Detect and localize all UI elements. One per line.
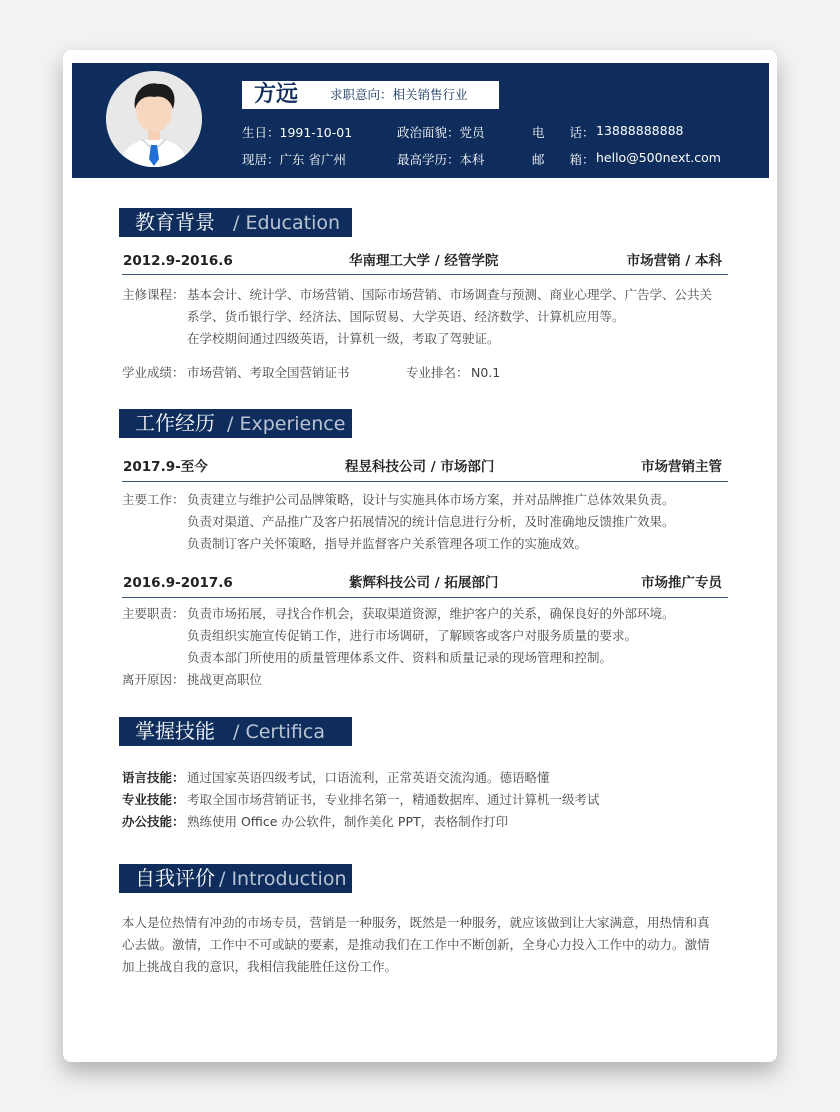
duty-label: 主要职责： [122,606,185,621]
duty-line: 负责建立与维护公司品牌策略，设计与实施具体市场方案，并对品牌推广总体效果负责。 [187,492,675,507]
section-title-experience [119,409,352,438]
section-title-education [119,208,352,237]
grades-label: 学业成绩： [122,365,185,380]
education-school: 华南理工大学 / 经管学院 [349,253,499,269]
courses-label: 主修课程： [122,287,185,302]
divider [122,481,728,482]
education-row [123,250,725,272]
section-title-cn: 教育背景 [135,210,215,234]
job-target: 求职意向：相关销售行业 [330,87,468,102]
section-title-skills [119,717,352,746]
job-position: 市场推广专员 [641,575,722,591]
skill-text: 考取全国市场营销证书，专业排名第一，精通数据库、通过计算机一级考试 [187,792,600,807]
job-company: 紫辉科技公司 / 拓展部门 [349,575,499,591]
job-period: 2016.9-2017.6 [123,575,233,591]
duty-label: 主要工作： [122,492,185,507]
phone-number: 13888888888 [596,123,684,138]
job-row [123,572,725,594]
section-title-en: / Experience [227,413,346,435]
grades-value: 市场营销、考取全国营销证书 [187,365,350,380]
rank-value: N0.1 [471,365,501,380]
courses-line: 在学校期间通过四级英语，计算机一级，考取了驾驶证。 [187,331,500,346]
email-address: hello@500next.com [596,150,721,165]
skill-label: 办公技能： [122,814,185,829]
job-row [123,456,725,478]
divider [122,274,728,275]
job-position: 市场营销主管 [641,459,722,475]
skill-label: 语言技能： [122,770,185,785]
resume-page [63,50,777,1062]
education-major: 市场营销 / 本科 [626,253,722,269]
email-label: 邮 箱： [532,152,595,167]
resume-header [72,63,769,178]
political-status: 政治面貌：党员 [397,125,485,140]
phone-label: 电 话： [532,125,595,140]
rank-label: 专业排名： [406,365,469,380]
duty-line: 负责制订客户关怀策略，指导并监督客户关系管理各项工作的实施成效。 [187,536,588,551]
divider [122,597,728,598]
education-level: 最高学历：本科 [397,152,485,167]
education-period: 2012.9-2016.6 [123,253,233,269]
job-company: 程昱科技公司 / 市场部门 [345,459,495,475]
intro-line: 心去做。激情，工作中不可或缺的要素，是推动我们在工作中不断创新，全身心力投入工作中的动力。激情 [122,937,710,952]
skill-text: 通过国家英语四级考试，口语流利，正常英语交流沟通。德语略懂 [187,770,550,785]
job-period: 2017.9-至今 [123,459,208,475]
duty-line: 负责本部门所使用的质量管理体系文件、资料和质量记录的现场管理和控制。 [187,650,613,665]
intro-line: 本人是位热情有冲劲的市场专员，营销是一种服务，既然是一种服务，就应该做到让大家满意，用热情和真 [122,915,710,930]
section-title-cn: 自我评价 [135,866,215,890]
duty-line: 负责对渠道、产品推广及客户拓展情况的统计信息进行分析，及时准确地反馈推广效果。 [187,514,675,529]
person-avatar-icon [106,71,202,167]
section-title-en: / Certifica [233,721,325,743]
intro-line: 加上挑战自我的意识，我相信我能胜任这份工作。 [122,959,398,974]
section-title-cn: 工作经历 [135,411,215,435]
skill-text: 熟练使用 Office 办公软件，制作美化 PPT，表格制作打印 [187,814,509,829]
candidate-name: 方远 [254,82,299,107]
courses-line: 系学、货币银行学、经济法、国际贸易、大学英语、经济数学、计算机应用等。 [187,309,625,324]
residence: 现居：广东 省广州 [242,152,346,167]
section-title-en: / Introduction [219,868,347,890]
courses-line: 基本会计、统计学、市场营销、国际市场营销、市场调查与预测、商业心理学、广告学、公共关 [187,287,713,302]
section-title-cn: 掌握技能 [135,719,215,743]
leave-label: 离开原因： [122,672,185,687]
duty-line: 负责市场拓展，寻找合作机会，获取渠道资源，维护客户的关系，确保良好的外部环境。 [187,606,675,621]
leave-reason: 挑战更高职位 [187,672,263,687]
skill-label: 专业技能： [122,792,185,807]
section-title-en: / Education [233,212,341,234]
duty-line: 负责组织实施宣传促销工作，进行市场调研，了解顾客或客户对服务质量的要求。 [187,628,638,643]
section-title-intro [119,864,352,893]
birthday: 生日：1991-10-01 [242,125,353,140]
name-box [242,81,499,109]
